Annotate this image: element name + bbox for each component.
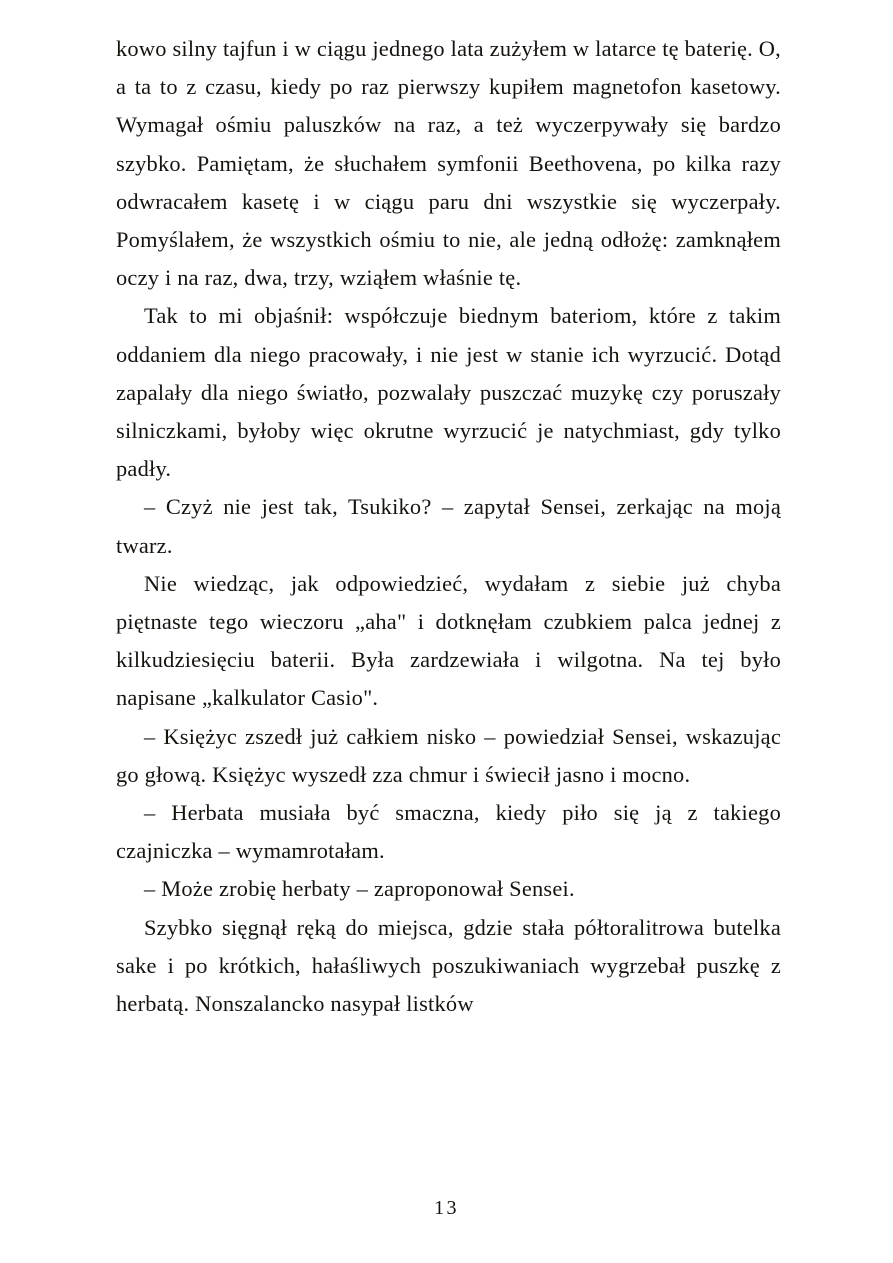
paragraph: – Może zrobię herbaty – zaproponował Sensei. bbox=[144, 876, 575, 902]
paragraph: – Księżyc zszedł już całkiem nisko – powiedział Sensei, wskazując go głową. Księżyc wyszedł zza chmur i świecił jasno i mocno. bbox=[116, 723, 781, 787]
paragraph: – Czyż nie jest tak, Tsukiko? – zapytał Sensei, zerkając na moją twarz. bbox=[116, 494, 781, 558]
paragraph: – Herbata musiała być smaczna, kiedy piło się ją z takiego czajniczka – wymamrotałam. bbox=[116, 800, 781, 864]
page-number: 13 bbox=[434, 1197, 459, 1219]
paragraph: kowo silny tajfun i w ciągu jednego lata zużyłem w latarce tę baterię. O, a ta to z czasu, kiedy po raz pierwszy kupiłem magnetofon kasetowy. Wymagał ośmiu paluszków na raz, a też wyczerpywały się bardzo szybko. Pamiętam, że słuchałem symfonii Beethovena, po kilka razy odwracałem kasetę i w ciągu paru dni wszystkie się wyczerpały. Pomyślałem, że wszystkich ośmiu to nie, ale jedną odłożę: zamknąłem oczy i na raz, dwa, trzy, wziąłem właśnie tę. bbox=[116, 36, 781, 291]
page-body bbox=[116, 30, 781, 1023]
paragraph: Tak to mi objaśnił: współczuje biednym bateriom, które z takim oddaniem dla niego pracowały, i nie jest w stanie ich wyrzucić. Dotąd zapalały dla niego światło, pozwalały puszczać muzykę czy poruszały silniczkami, byłoby więc okrutne wyrzucić je natychmiast, gdy tylko padły. bbox=[116, 303, 781, 482]
paragraph: Szybko sięgnął ręką do miejsca, gdzie stała półtoralitrowa butelka sake i po krótkich, hałaśliwych poszukiwaniach wygrzebał puszkę z herbatą. Nonszalancko nasypał listków bbox=[116, 914, 781, 1017]
paragraph: Nie wiedząc, jak odpowiedzieć, wydałam z siebie już chyba piętnaste tego wieczoru „aha" i dotknęłam czubkiem palca jednej z kilkudziesięciu baterii. Była zardzewiała i wilgotna. Na tej było napisane „kalkulator Casio". bbox=[116, 570, 781, 711]
